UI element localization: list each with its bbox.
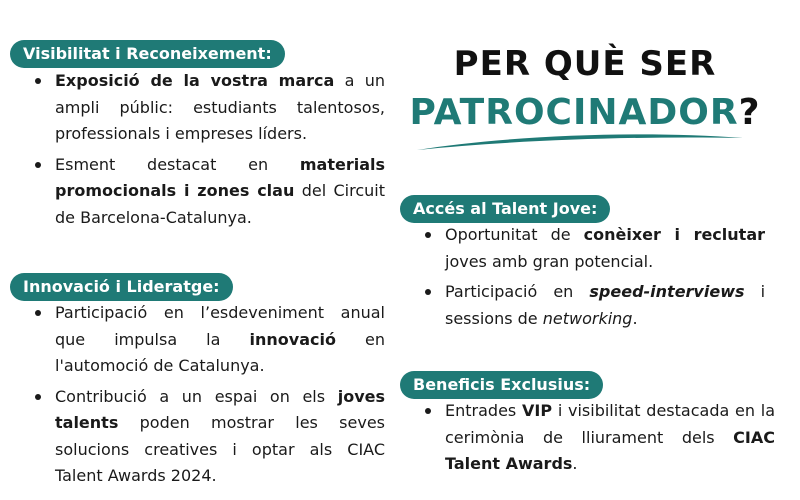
title-question-mark: ?	[738, 92, 761, 133]
list-item: Contribució a un espai on els joves talents poden mostrar les seves solucions creatives i optar als CIAC Talent Awards 2024.	[31, 384, 385, 490]
innovacio-list	[31, 300, 385, 494]
list-item: Participació en speed-interviews i sessions de networking.	[421, 279, 765, 332]
title-highlight: PATROCINADOR	[409, 92, 739, 133]
page-title-line1: PER QUÈ SER	[453, 44, 717, 84]
section-heading-talent: Accés al Talent Jove:	[400, 195, 610, 223]
list-item: Participació en l’esdeveniment anual que impulsa la innovació en l'automoció de Catalunya.	[31, 300, 385, 380]
section-heading-visibilitat: Visibilitat i Reconeixement:	[10, 40, 285, 68]
title-swoosh-decoration	[415, 132, 745, 154]
list-item: Entrades VIP i visibilitat destacada en la cerimònia de lliurament dels CIAC Talent Awards.	[421, 398, 775, 478]
list-item: Oportunitat de conèixer i reclutar joves amb gran potencial.	[421, 222, 765, 275]
list-item: Esment destacat en materials promocionals i zones clau del Circuit de Barcelona-Catalunya.	[31, 152, 385, 232]
talent-list	[421, 222, 765, 336]
list-item: Exposició de la vostra marca a un ampli públic: estudiants talentosos, professionals i empreses líders.	[31, 68, 385, 148]
section-heading-beneficis: Beneficis Exclusius:	[400, 371, 603, 399]
page-title-line2	[400, 92, 770, 133]
visibilitat-list	[31, 68, 385, 235]
section-heading-innovacio: Innovació i Lideratge:	[10, 273, 233, 301]
beneficis-list	[421, 398, 775, 482]
